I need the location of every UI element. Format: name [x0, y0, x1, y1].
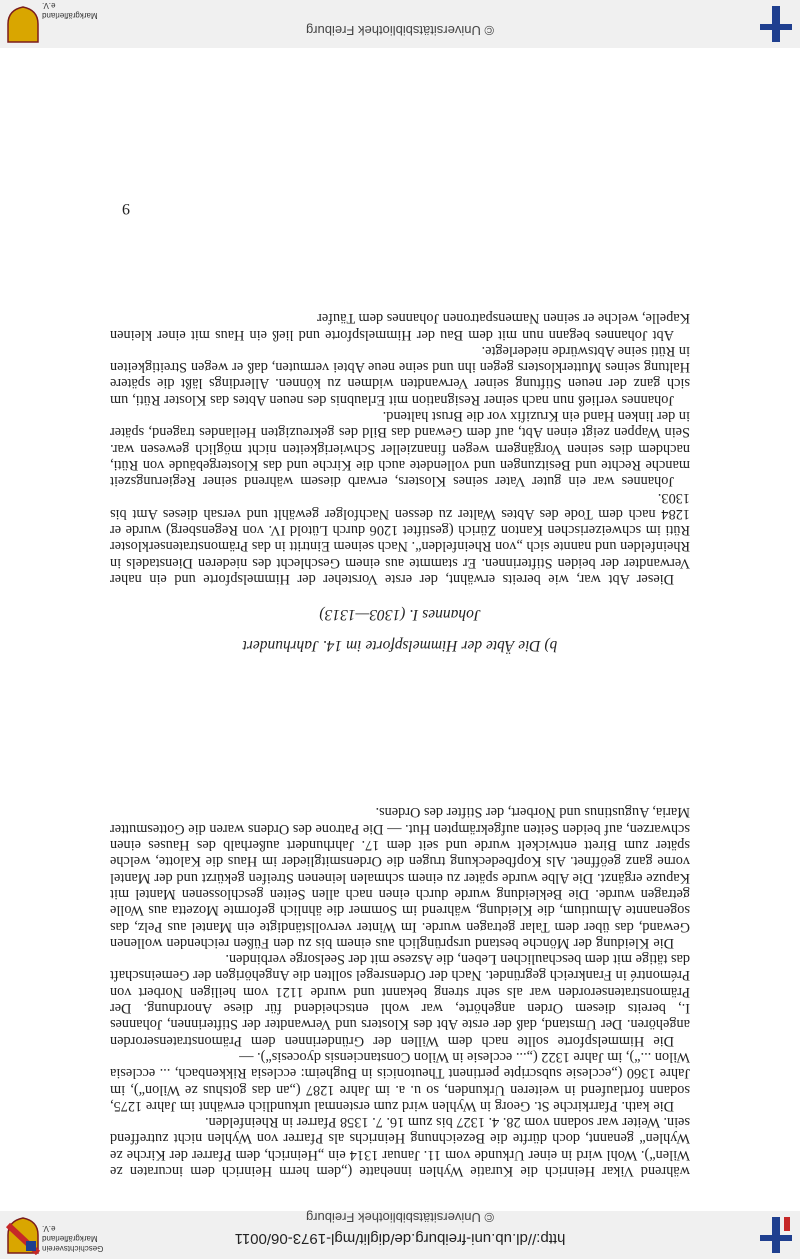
paragraph: Die kath. Pfarrkirche St. Georg in Wyhlen wird zum erstenmal urkundlich erwähnt im Jahre 1275, sodann fortlaufend in weiteren Urkunden, so u. a. im Jahre 1287 („an das gotshus ze Wilon“), im Jahre 1360 („ecclesie subscripte pertinent Theutonicis in Bugheim: ecclesia Rikkenbach, ... ecclesia Wilon ...“), im Jahre 1322 („... ecclesie in Wilon Constanciensis dyocesis“). — [110, 1048, 690, 1114]
section-heading: b) Die Äbte der Himmelspforte im 14. Jahrhundert [242, 637, 558, 654]
university-library-logo-icon [758, 1215, 794, 1255]
header-bar [0, 1211, 800, 1259]
paragraph: Die Himmelspforte sollte nach dem Willen der Gründerinnen dem Prämonstratenserorden angehören. Der Umstand, daß der erste Abt des Klosters und Verwandter der Stifterinnen, Johannes I., bereits diesem Orden angehörte, war wohl entscheidend für diese Anordnung. Der Prämonstratenserorden war als sehr streng bekannt und wurde 1121 vom heiligen Norbert von Prémontré in Frankreich gegründet. Nach der Ordensregel sollten die Angehörigen der Gemeinschaft das tätige mit dem beschaulichen Leben, die Aszese mit der Seelsorge verbinden. [110, 951, 690, 1049]
footer-bar [0, 0, 800, 48]
subsection-heading: Johannes I. (1303—1313) [319, 606, 481, 623]
copyright-notice: © Universitätsbibliothek Freiburg [305, 23, 495, 38]
society-name: Markgräflerland e.V. [42, 1, 98, 20]
text-block-upper [110, 804, 690, 1179]
copyright-notice: © Universitätsbibliothek Freiburg [305, 1210, 495, 1225]
society-crest-icon [6, 1217, 40, 1255]
paragraph: während Vikar Heinrich die Kuratie Wyhlen innehatte („dem herrn Heinrich dem incuraten ze Wilen“). Wohl wird in einer Urkunde vom 11. Januar 1314 ein „Heinrich, dem Pfarrer der Kirche ze Wyhlen“ genannt, doch dürfte die Bezeichnung Heinrichs als Pfarrer von Wyhlen nicht zutreffend sein. Weiter war sodann vom 28. 4. 1327 bis zum 16. 7. 1358 Pfarrer in Rheinfelden. [110, 1114, 690, 1179]
university-library-logo-icon [758, 4, 794, 44]
society-name: Geschichtsverein Markgräflerland e.V. [42, 1224, 104, 1253]
paragraph: Johannes war ein guter Vater seines Klosters, erwarb diesem während seiner Regierungszeit manche Rechte und Besitzungen und vollendete auch die Kirche und das Klostergebäude von Rüti, nachdem dies seinen Vorgängern wegen finanzieller Schwierigkeiten nicht möglich gewesen war. Sein Wappen zeigt einen Abt, auf dem Gewand das Bild des gekreuzigten Heilandes tragend, später in der linken Hand ein Kruzifix vor die Brust haltend. [110, 408, 690, 490]
society-crest-icon [6, 6, 40, 44]
text-block-lower [110, 310, 690, 587]
page-number: 9 [122, 200, 130, 217]
paragraph: Abt Johannes begann nun mit dem Bau der Himmelspforte und ließ ein Haus mit einer kleinen Kapelle, welche er seinen Namenspatronen Johannes dem Täufer [110, 310, 690, 343]
paragraph: Dieser Abt war, wie bereits erwähnt, der erste Vorsteher der Himmelspforte und ein naher Verwandter der beiden Stifterinnen. Er stammte aus einem Geschlecht des niederen Dienstadels in Rheinfelden und nannte sich „von Rheinfelden“. Nach seinem Eintritt in das Prämonstratenserkloster Rüti im schweizerischen Kanton Zürich (gestiftet 1206 durch Lütold IV. von Regensberg) wurde er 1284 nach dem Tode des Abtes Walter zu dessen Nachfolger gewählt und versah dieses Amt bis 1303. [110, 489, 690, 587]
paragraph: Johannes verließ nun nach seiner Resignation mit Erlaubnis des neuen Abtes das Kloster Rüti, um sich ganz der neuen Stiftung seiner Verwandten widmen zu können. Allerdings läßt die spätere Haltung seines Mutterklosters gegen ihn und seine neue Abtei vermuten, daß er wegen Streitigkeiten in Rüti seine Abtswürde niederlegte. [110, 342, 690, 408]
paragraph: Die Kleidung der Mönche bestand ursprünglich aus einem bis zu den Füßen reichenden wollenen Gewand, das über dem Talar getragen wurde. Im Winter vervollständigte ein Mantel aus Pelz, das sogenannte Almutium, die Kleidung, während im Sommer die ähnlich geformte Mozetta aus Wolle getragen wurde. Die Bekleidung wurde durch einen nach allen Seiten geschlossenen Mantel mit Kapuze ergänzt. Die Albe wurde später zu einem schmalen leinenen Streifen gekürzt und der Mantel vorne ganz geöffnet. Als Kopfbedeckung trugen die Ordensmitglieder im Haus die Kalotte, welche später zum Birett entwickelt wurde und seit dem 17. Jahrhundert außerhalb des Hauses einen schwarzen, auf beiden Seiten aufgekrämpten Hut. — Die Patrone des Ordens waren die Gottesmutter Maria, Augustinus und Norbert, der Stifter des Ordens. [110, 804, 690, 951]
source-url[interactable]: http://dl.ub.uni-freiburg.de/diglit/mgl-1973-06/0011 [234, 1230, 566, 1247]
